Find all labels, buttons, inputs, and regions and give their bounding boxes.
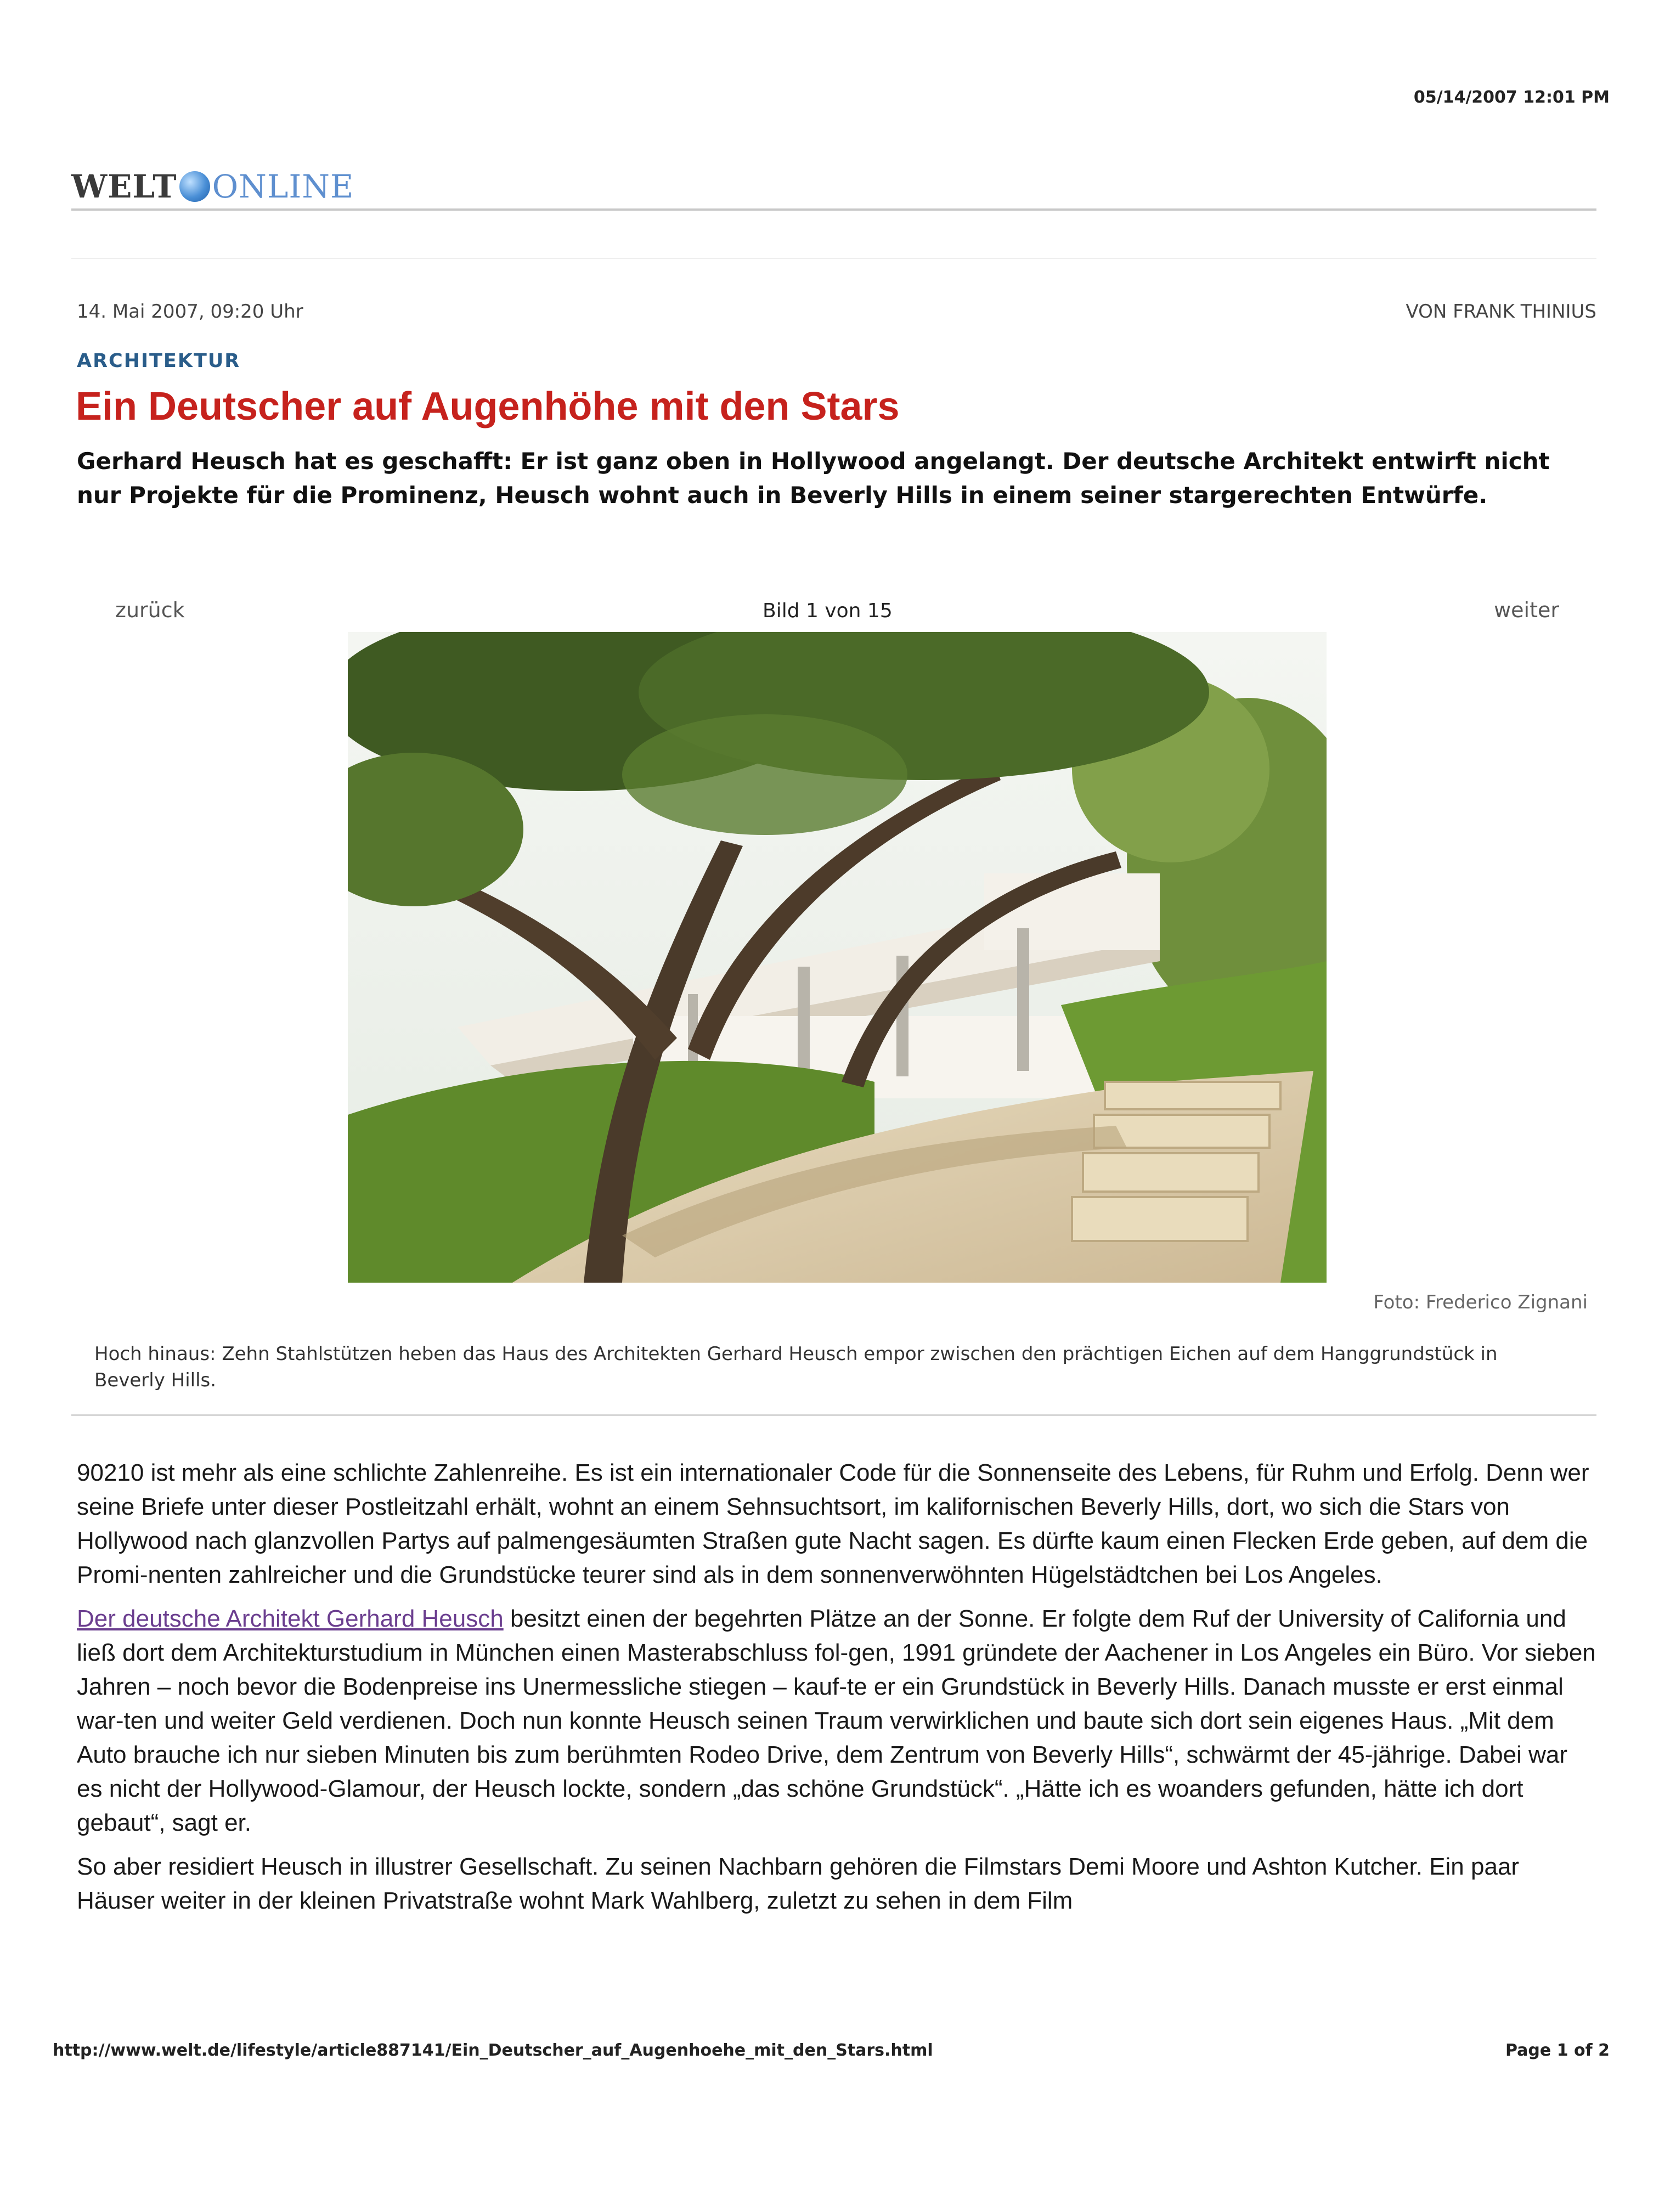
- architect-link[interactable]: Der deutsche Architekt Gerhard Heusch: [77, 1605, 504, 1632]
- body-paragraph-2: [77, 1602, 1596, 1840]
- gallery-next-link[interactable]: weiter: [1494, 598, 1559, 622]
- welt-online-logo[interactable]: [71, 165, 354, 208]
- logo-text-welt: WELT: [71, 168, 177, 205]
- article-author: VON FRANK THINIUS: [1406, 301, 1596, 323]
- header-faint-divider: [71, 258, 1596, 259]
- house-photo-illustration: [348, 632, 1327, 1283]
- page-number: Page 1 of 2: [1505, 2041, 1610, 2060]
- article-body: [77, 1456, 1596, 1928]
- body-paragraph-3: So aber residiert Heusch in illustrer Gesellschaft. Zu seinen Nachbarn gehören die Filmstars Demi Moore und Ashton Kutcher. Ein paar Häuser weiter in der kleinen Privatstraße wohnt Mark Wahlberg, zuletzt zu sehen in dem Film: [77, 1853, 1520, 1914]
- article-date: 14. Mai 2007, 09:20 Uhr: [77, 301, 303, 323]
- globe-icon: [179, 171, 210, 202]
- body-paragraph-2-text: besitzt einen der begehrten Plätze an der Sonne. Er folgte dem Ruf der University of California und ließ dort dem Architekturstudium in München einen Masterabschluss fol-gen, 1991 gründete der Aachener in Los Angeles ein Büro. Vor sieben Jahren – noch bevor die Bodenpreise ins Unermessliche stiegen – kauf-te er ein Grundstück in Beverly Hills. Danach musste er erst einmal war-ten und weiter Geld verdienen. Doch nun konnte Heusch seinen Traum verwirklichen und baute sich dort sein eigenes Haus. „Mit dem Auto brauche ich nur sieben Minuten bis zum berühmten Rodeo Drive, dem Zentrum von Beverly Hills“, schwärmt der 45-jährige. Dabei war es nicht der Hollywood-Glamour, der Heusch lockte, sondern „das schöne Grundstück“. „Hätte ich es woanders gefunden, hätte ich dort gebaut“, sagt er.: [77, 1605, 1596, 1836]
- header-divider: [71, 208, 1596, 211]
- photo-caption: Hoch hinaus: Zehn Stahlstützen heben das Haus des Architekten Gerhard Heusch empor zwischen den prächtigen Eichen auf dem Hanggrundstück in Beverly Hills.: [94, 1343, 1498, 1391]
- section-label[interactable]: ARCHITEKTUR: [77, 350, 241, 372]
- print-url: http://www.welt.de/lifestyle/article887141/Ein_Deutscher_auf_Augenhoehe_mit_den_Stars.html: [53, 2041, 933, 2060]
- gallery-prev-link[interactable]: zurück: [115, 598, 185, 622]
- photo-credit: Foto: Frederico Zignani: [1373, 1291, 1588, 1313]
- print-timestamp: 05/14/2007 12:01 PM: [1413, 88, 1610, 107]
- article-lead: Gerhard Heusch hat es geschafft: Er ist ganz oben in Hollywood angelangt. Der deutsche Architekt entwirft nicht nur Projekte für die Prominenz, Heusch wohnt auch in Beverly Hills in einem seiner stargerechten Entwürfe.: [77, 448, 1550, 509]
- gallery-photo[interactable]: [348, 632, 1327, 1283]
- body-paragraph-1: 90210 ist mehr als eine schlichte Zahlenreihe. Es ist ein internationaler Code für die Sonnenseite des Lebens, für Ruhm und Erfolg. Denn wer seine Briefe unter dieser Postleitzahl erhält, wohnt an einem Sehnsuchtsort, im kalifornischen Beverly Hills, dort, wo sich die Stars von Hollywood nach glanzvollen Partys auf palmengesäumten Straßen gute Nacht sagen. Es dürfte kaum einen Flecken Erde geben, auf dem die Promi-nenten zahlreicher und die Grundstücke teurer sind als in dem sonnenverwöhnten Hügelstädtchen bei Los Angeles.: [77, 1459, 1589, 1588]
- article-headline: Ein Deutscher auf Augenhöhe mit den Stars: [76, 385, 900, 428]
- logo-text-online: ONLINE: [212, 168, 354, 205]
- caption-divider: [71, 1414, 1596, 1416]
- gallery-counter: Bild 1 von 15: [763, 600, 893, 622]
